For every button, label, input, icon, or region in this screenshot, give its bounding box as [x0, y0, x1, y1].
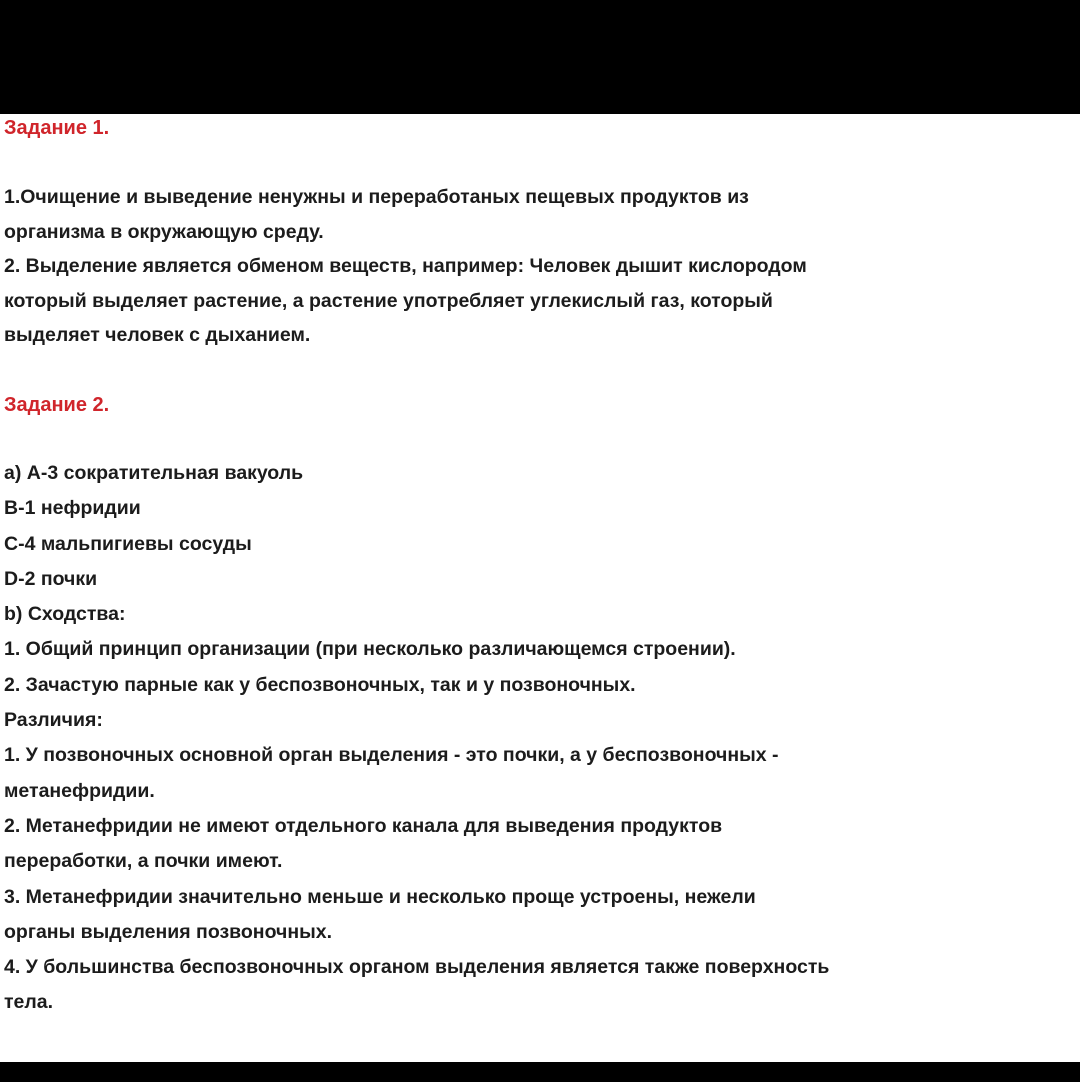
task2-line: 1. Общий принцип организации (при несколько различающемся строении).	[4, 638, 736, 661]
task2-line: 2. Метанефридии не имеют отдельного канала для выведения продуктов	[4, 814, 723, 837]
task2-line: переработки, а почки имеют.	[4, 850, 283, 873]
task2-line: a) А-3 сократительная вакуоль	[4, 462, 304, 484]
task1-line: 2. Выделение является обменом веществ, например: Человек дышит кислородом	[4, 255, 807, 278]
task2-line: органы выделения позвоночных.	[4, 920, 333, 943]
task2-line: 2. Зачастую парные как у беспозвоночных, так и у позвоночных.	[4, 673, 636, 696]
task2-line: Различия:	[4, 709, 103, 732]
task2-line: 1. У позвоночных основной орган выделения - это почки, а у беспозвоночных -	[4, 744, 779, 767]
task2-line: В-1 нефридии	[4, 497, 141, 520]
task2-heading: Задание 2.	[4, 394, 110, 416]
task2-line: метанефридии.	[4, 779, 155, 802]
task2-line: 4. У большинства беспозвоночных органом выделения является также поверхность	[4, 956, 830, 979]
task1-line: выделяет человек с дыханием.	[4, 324, 311, 347]
top-black-bar	[0, 0, 1080, 114]
task2-body	[4, 456, 1066, 1021]
task1-heading: Задание 1.	[4, 117, 110, 139]
task2-line: тела.	[4, 991, 54, 1014]
task2-line: b) Сходства:	[4, 603, 126, 626]
task1-body	[4, 180, 1066, 353]
task2-line: 3. Метанефридии значительно меньше и несколько проще устроены, нежели	[4, 885, 756, 908]
bottom-black-bar	[0, 1062, 1080, 1082]
task2-line: D-2 почки	[4, 567, 98, 590]
task1-line: который выделяет растение, а растение употребляет углекислый газ, который	[4, 289, 773, 312]
task1-line: организма в окружающую среду.	[4, 220, 324, 243]
task2-line: С-4 мальпигиевы сосуды	[4, 532, 252, 555]
task1-line: 1.Очищение и выведение ненужны и переработаных пещевых продуктов из	[4, 186, 749, 208]
document-page	[0, 114, 1080, 1062]
